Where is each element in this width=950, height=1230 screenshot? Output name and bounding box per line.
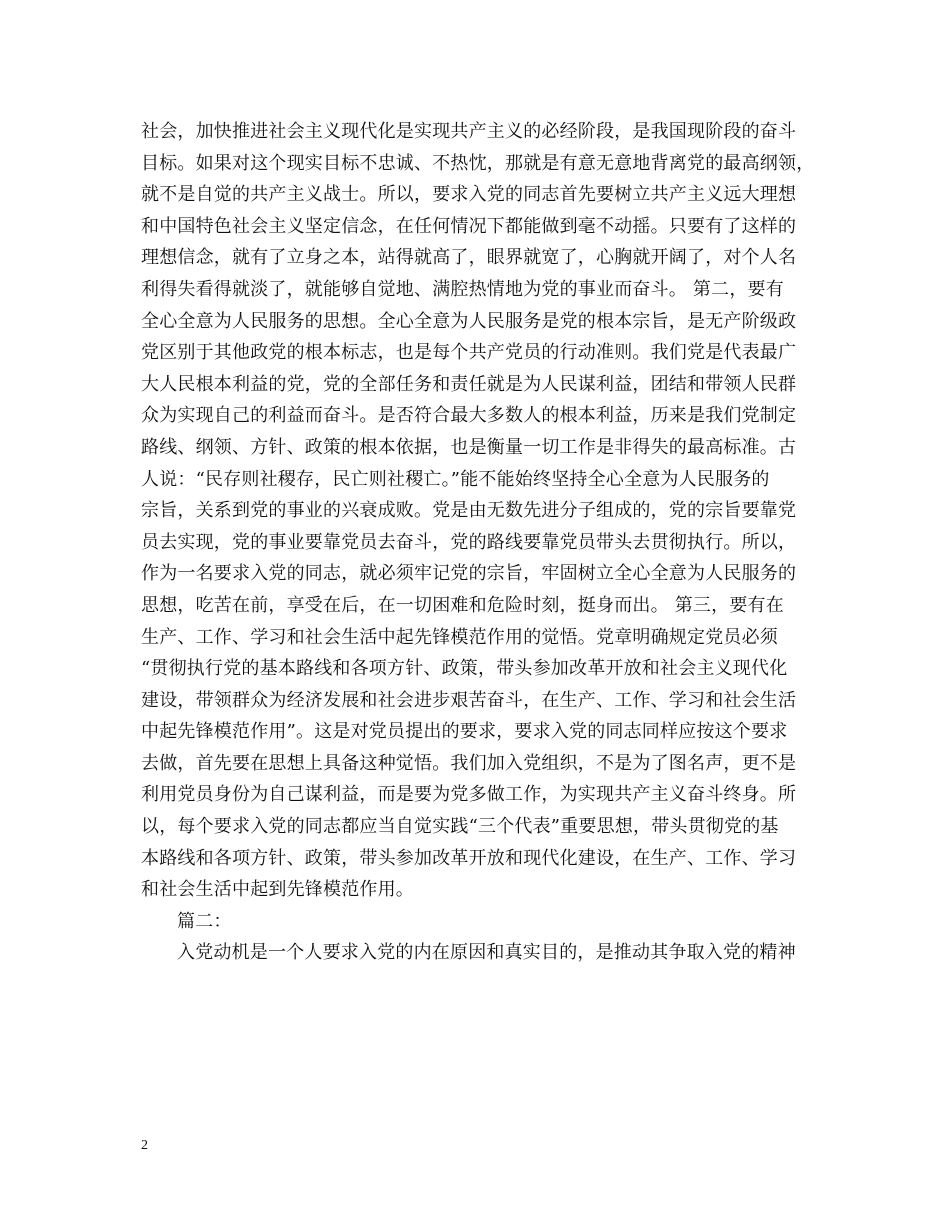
text-line: 和社会生活中起到先锋模范作用。 — [141, 879, 414, 901]
text-line: 大人民根本利益的党，党的全部任务和责任就是为人民谋利益，团结和带领人民群 — [141, 373, 797, 395]
text-line: 全心全意为人民服务的思想。全心全意为人民服务是党的根本宗旨，是无产阶级政 — [141, 310, 797, 332]
text-line: 目标。如果对这个现实目标不忠诚、不热忱，那就是有意无意地背离党的最高纲领， — [141, 152, 815, 174]
body-text — [141, 116, 821, 969]
text-line: 就不是自觉的共产主义战士。所以，要求入党的同志首先要树立共产主义远大理想 — [141, 184, 797, 206]
text-line: 建设，带领群众为经济发展和社会进步艰苦奋斗，在生产、工作、学习和社会生活 — [141, 689, 797, 711]
page-number: 2 — [141, 1138, 148, 1153]
text-line: 和中国特色社会主义坚定信念，在任何情况下都能做到毫不动摇。只要有了这样的 — [141, 215, 797, 237]
text-line: 宗旨，关系到党的事业的兴衰成败。党是由无数先进分子组成的，党的宗旨要靠党 — [141, 500, 797, 522]
text-line: “贯彻执行党的基本路线和各项方针、政策，带头参加改革开放和社会主义现代化 — [141, 658, 788, 680]
paragraph-first-line: 入党动机是一个人要求入党的内在原因和真实目的，是推动其争取入党的精神 — [177, 942, 796, 964]
text-line: 党区别于其他政党的根本标志，也是每个共产党员的行动准则。我们党是代表最广 — [141, 342, 797, 364]
text-line: 以，每个要求入党的同志都应当自觉实践“三个代表”重要思想，带头贯彻党的基 — [141, 816, 779, 838]
text-line: 利得失看得就淡了，就能够自觉地、满腔热情地为党的事业而奋斗。 第二，要有 — [141, 278, 784, 300]
text-line: 作为一名要求入党的同志，就必须牢记党的宗旨，牢固树立全心全意为人民服务的 — [141, 563, 797, 585]
text-line: 利用党员身份为自己谋利益，而是要为党多做工作，为实现共产主义奋斗终身。所 — [141, 784, 797, 806]
text-line: 去做，首先要在思想上具备这种觉悟。我们加入党组织，不是为了图名声，更不是 — [141, 752, 797, 774]
text-line: 本路线和各项方针、政策，带头参加改革开放和现代化建设，在生产、工作、学习 — [141, 847, 797, 869]
text-line: 社会，加快推进社会主义现代化是实现共产主义的必经阶段，是我国现阶段的奋斗 — [141, 121, 797, 142]
text-line: 众为实现自己的利益而奋斗。是否符合最大多数人的根本利益，历来是我们党制定 — [141, 405, 797, 427]
text-line: 生产、工作、学习和社会生活中起先锋模范作用的觉悟。党章明确规定党员必须 — [141, 626, 778, 648]
text-line: 人说：“民存则社稷存，民亡则社稷亡。”能不能始终坚持全心全意为人民服务的 — [141, 468, 770, 490]
text-line: 理想信念，就有了立身之本，站得就高了，眼界就宽了，心胸就开阔了，对个人名 — [141, 247, 797, 269]
text-line: 中起先锋模范作用”。这是对党员提出的要求，要求入党的同志同样应按这个要求 — [141, 721, 788, 743]
text-line: 思想，吃苦在前，享受在后，在一切困难和危险时刻，挺身而出。 第三，要有在 — [141, 594, 784, 616]
section-heading: 篇二： — [177, 910, 232, 932]
text-line: 员去实现，党的事业要靠党员去奋斗，党的路线要靠党员带头去贯彻执行。所以， — [141, 531, 797, 553]
text-line: 路线、纲领、方针、政策的根本依据，也是衡量一切工作是非得失的最高标准。古 — [141, 436, 797, 458]
